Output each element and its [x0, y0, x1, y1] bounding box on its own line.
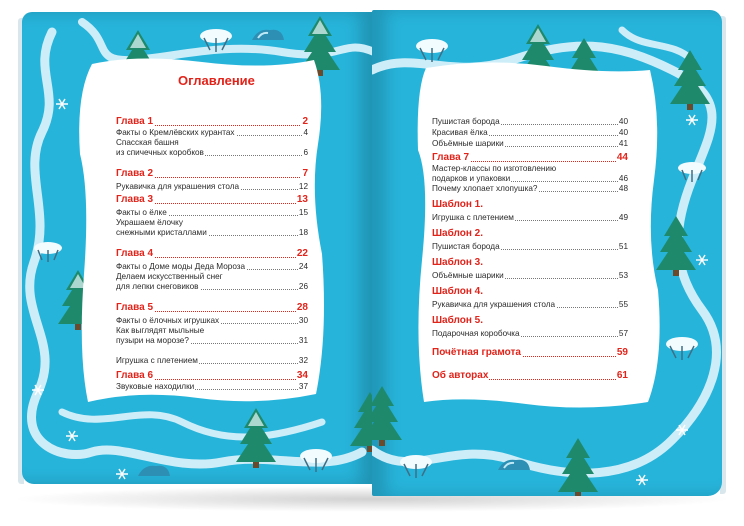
- toc-chapter-row: [432, 199, 628, 211]
- toc-entry-title: Факты о Доме моды Деда Мороза: [116, 262, 246, 271]
- toc-page-number: 37: [298, 382, 308, 391]
- toc-entry-title: Рукавичка для украшения стола: [116, 182, 240, 191]
- toc-chapter-row: [432, 257, 628, 269]
- toc-page-number: 6: [303, 148, 308, 157]
- toc-chapter-title: Глава 7: [432, 152, 470, 163]
- toc-entry-title: Рукавичка для украшения стола: [432, 300, 556, 309]
- snowy-bush-icon: [34, 242, 62, 262]
- toc-chapter-row: [116, 116, 308, 128]
- toc-entry-title-line1: Как выглядят мыльные: [116, 326, 205, 335]
- snowy-bush-icon: [666, 337, 698, 360]
- snowflake-icon: [676, 425, 688, 435]
- toc-chapter-row: [432, 370, 628, 382]
- toc-entry-title-line2: подарков и упаковки: [432, 174, 511, 183]
- toc-page-number: 28: [296, 302, 308, 313]
- toc-page-number: 48: [618, 184, 628, 193]
- toc-entry-title-line2: для лепки снеговиков: [116, 282, 199, 291]
- toc-page-number: 18: [298, 228, 308, 237]
- toc-entry-row: [116, 356, 308, 366]
- fir-tree-icon: [350, 392, 374, 452]
- fir-tree-icon: [558, 438, 598, 496]
- toc-entry-title: Пушистая борода: [432, 242, 500, 251]
- toc-chapter-title: Шаблон 2.: [432, 228, 484, 239]
- toc-entry-title: Почему хлопает хлопушка?: [432, 184, 538, 193]
- snowflake-icon: [32, 385, 44, 395]
- toc-entry-row: [432, 242, 628, 252]
- toc-entry-row: [432, 139, 628, 149]
- toc-entry-row: [116, 218, 308, 238]
- toc-entry-title: Подарочная коробочка: [432, 329, 520, 338]
- toc-entry-row: [432, 164, 628, 184]
- toc-page-number: 44: [616, 152, 628, 163]
- toc-entry-title: Факты о ёлке: [116, 208, 167, 217]
- toc-chapter-title: Глава 6: [116, 370, 154, 381]
- toc-page-number: 61: [616, 370, 628, 381]
- snowflake-icon: [116, 469, 128, 479]
- toc-entry-row: [432, 300, 628, 310]
- toc-chapter-row: [432, 347, 628, 359]
- toc-entry-row: [116, 138, 308, 158]
- fir-tree-icon: [670, 50, 710, 110]
- toc-chapter-title: Шаблон 5.: [432, 315, 484, 326]
- toc-chapter-title: Глава 1: [116, 116, 154, 127]
- toc-chapter-row: [116, 370, 308, 382]
- toc-entry-title: Красивая ёлка: [432, 128, 488, 137]
- toc-entry-title: Звуковые находилки: [116, 382, 195, 391]
- toc-entry-row: [116, 182, 308, 192]
- toc-entry-row: [432, 117, 628, 127]
- toc-page-number: 13: [296, 194, 308, 205]
- toc-entry-title-line1: Делаем искусственный снег: [116, 272, 223, 281]
- toc-entry-row: [116, 128, 308, 138]
- fir-tree-icon: [236, 408, 276, 468]
- toc-chapter-row: [116, 248, 308, 260]
- toc-entry-title: Факты о Кремлёвских курантах: [116, 128, 235, 137]
- toc-entry-title: Игрушка с плетением: [116, 356, 198, 365]
- toc-chapter-row: [432, 286, 628, 298]
- snowy-bush-icon: [200, 29, 232, 52]
- toc-entry-title-line2: из спичечных коробков: [116, 148, 204, 157]
- snowy-bush-icon: [300, 449, 332, 472]
- toc-page-number: 22: [296, 248, 308, 259]
- toc-page-number: 12: [298, 182, 308, 191]
- toc-page-number: 49: [618, 213, 628, 222]
- toc-page-number: 40: [618, 128, 628, 137]
- toc-page-number: 40: [618, 117, 628, 126]
- toc-chapter-row: [116, 168, 308, 180]
- toc-page-number: 4: [303, 128, 308, 137]
- toc-entry-title-line2: пузыри на морозе?: [116, 336, 189, 345]
- toc-title: Оглавление: [178, 73, 255, 88]
- toc-chapter-title: Шаблон 1.: [432, 199, 484, 210]
- ice-rock-icon: [498, 460, 530, 470]
- fir-tree-icon: [372, 386, 402, 446]
- toc-chapter-row: [116, 302, 308, 314]
- toc-page-number: 55: [618, 300, 628, 309]
- ice-rock-icon: [252, 30, 284, 40]
- toc-chapter-title: Глава 4: [116, 248, 154, 259]
- toc-chapter-title: Глава 3: [116, 194, 154, 205]
- toc-entry-row: [432, 271, 628, 281]
- toc-chapter-row: [116, 194, 308, 206]
- toc-page-number: 31: [298, 336, 308, 345]
- toc-chapter-title: Шаблон 3.: [432, 257, 484, 268]
- toc-entry-title: Объёмные шарики: [432, 139, 504, 148]
- toc-entry-title: Пушистая борода: [432, 117, 500, 126]
- toc-chapter-row: [432, 228, 628, 240]
- toc-entry-title: Объёмные шарики: [432, 271, 504, 280]
- toc-entry-row: [432, 184, 628, 194]
- toc-chapter-row: [432, 315, 628, 327]
- toc-page-number: 34: [296, 370, 308, 381]
- toc-chapter-row: [432, 152, 628, 164]
- toc-page-number: 7: [302, 168, 308, 179]
- snowflake-icon: [686, 115, 698, 125]
- toc-page-number: 51: [618, 242, 628, 251]
- toc-entry-row: [432, 329, 628, 339]
- snowy-bush-icon: [416, 39, 448, 62]
- toc-page-number: 24: [298, 262, 308, 271]
- ice-rock-icon: [138, 466, 170, 476]
- toc-page-number: 30: [298, 316, 308, 325]
- toc-page-number: 59: [616, 347, 628, 358]
- toc-page-number: 46: [618, 174, 628, 183]
- snowy-bush-icon: [678, 162, 706, 182]
- toc-entry-row: [432, 213, 628, 223]
- snowy-bush-icon: [400, 455, 432, 478]
- toc-page-number: 32: [298, 356, 308, 365]
- toc-chapter-title: Почётная грамота: [432, 347, 521, 358]
- toc-chapter-title: Глава 5: [116, 302, 154, 313]
- toc-entry-title: Факты о ёлочных игрушках: [116, 316, 220, 325]
- toc-page-number: 26: [298, 282, 308, 291]
- toc-chapter-title: Глава 2: [116, 168, 154, 179]
- toc-page-number: 57: [618, 329, 628, 338]
- toc-entry-row: [116, 272, 308, 292]
- toc-page-number: 53: [618, 271, 628, 280]
- toc-entry-row: [116, 326, 308, 346]
- toc-chapter-title: Шаблон 4.: [432, 286, 484, 297]
- toc-entry-row: [432, 128, 628, 138]
- snowflake-icon: [56, 99, 68, 109]
- snowflake-icon: [696, 255, 708, 265]
- fir-tree-icon: [656, 216, 696, 276]
- toc-entry-row: [116, 316, 308, 326]
- toc-entry-title-line1: Мастер-классы по изготовлению: [432, 164, 557, 173]
- toc-entry-row: [116, 382, 308, 392]
- toc-entry-row: [116, 208, 308, 218]
- toc-page-number: 15: [298, 208, 308, 217]
- snowflake-icon: [66, 431, 78, 441]
- snowflake-icon: [636, 475, 648, 485]
- toc-chapter-title: Об авторах: [432, 370, 489, 381]
- toc-entry-title: Игрушка с плетением: [432, 213, 514, 222]
- toc-entry-title-line1: Спасская башня: [116, 138, 179, 147]
- toc-page-number: 2: [302, 116, 308, 127]
- toc-entry-row: [116, 262, 308, 272]
- toc-entry-title-line2: снежными кристаллами: [116, 228, 207, 237]
- toc-entry-title-line1: Украшаем ёлочку: [116, 218, 183, 227]
- toc-page-number: 41: [618, 139, 628, 148]
